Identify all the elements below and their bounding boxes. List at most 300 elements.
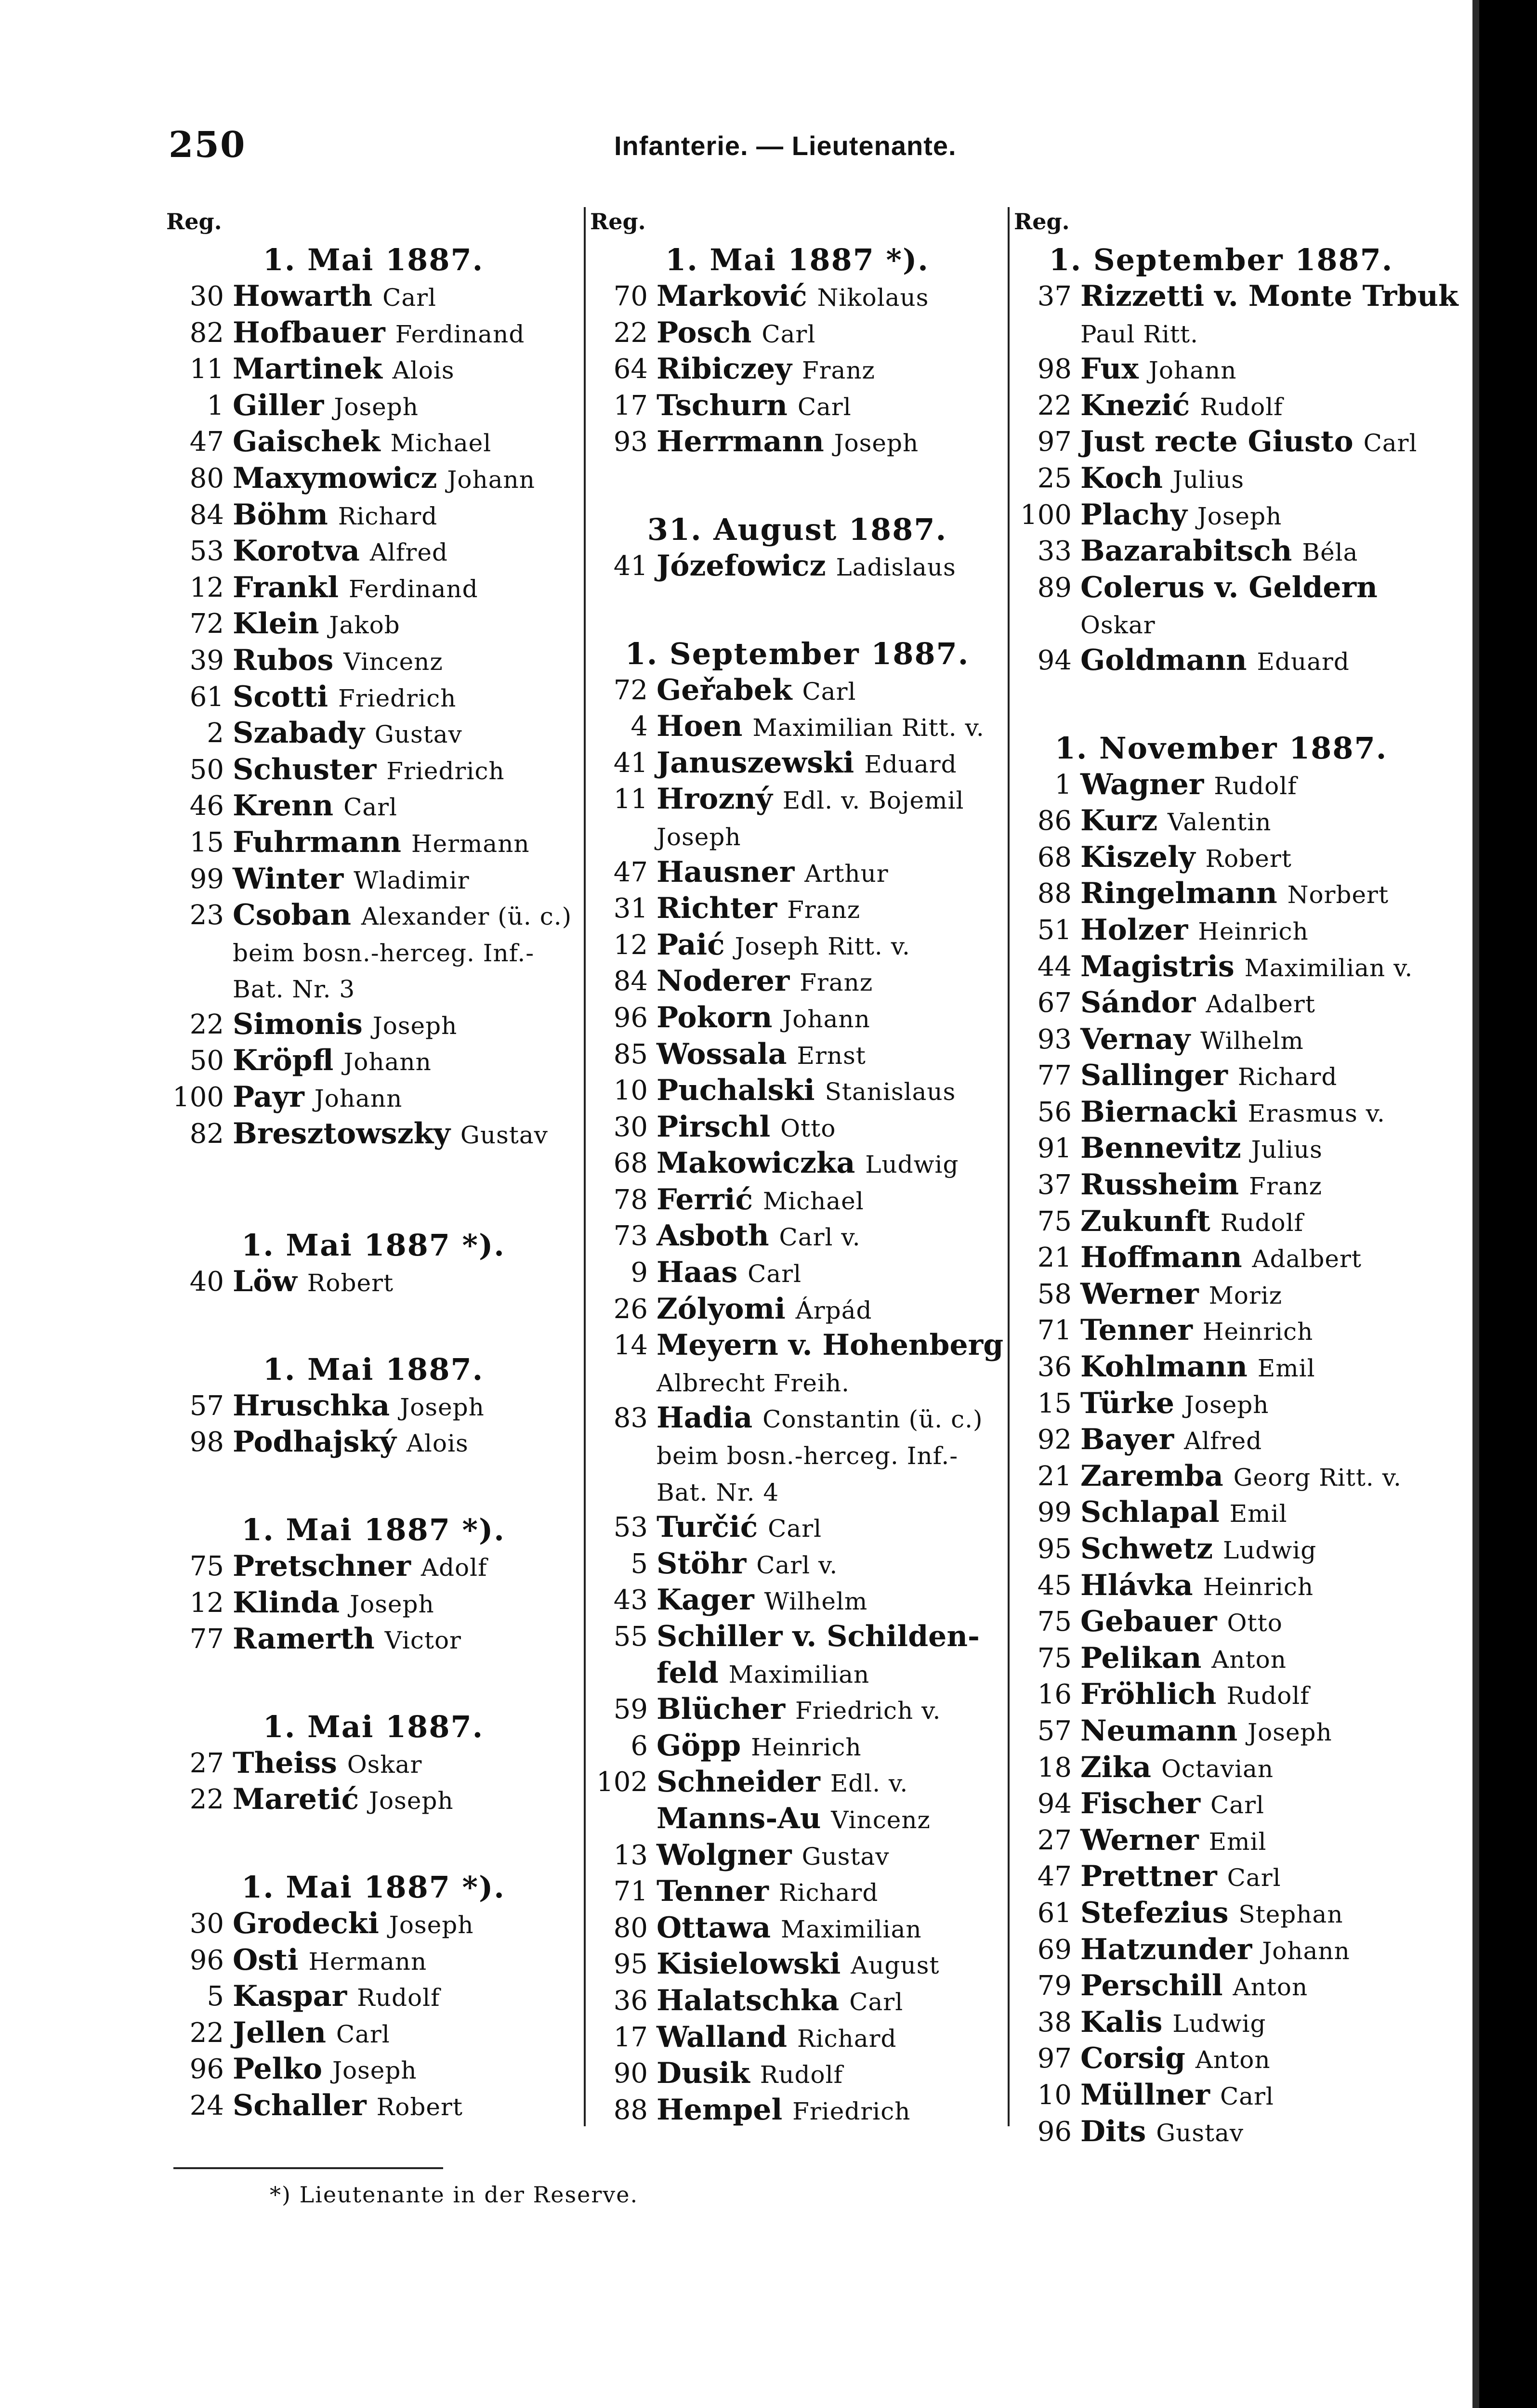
list-item: [166, 1585, 580, 1622]
surname: Osti: [233, 1943, 299, 1977]
list-item: [1014, 1822, 1428, 1859]
section-date-heading: 31. August 1887.: [647, 511, 947, 547]
list-item: [1014, 1713, 1428, 1750]
list-item: [590, 1437, 1004, 1473]
officer-name: [1080, 1349, 1315, 1386]
regiment-number: 57: [189, 1390, 224, 1422]
officer-name: [1080, 1750, 1274, 1786]
given-name: Bat. Nr. 3: [233, 975, 355, 1004]
surname: Pirschl: [657, 1110, 771, 1144]
list-item: [590, 424, 1004, 460]
running-head: Infanterie. — Lieutenante.: [614, 131, 957, 161]
surname: Asboth: [657, 1219, 769, 1253]
given-name: Carl: [768, 1515, 822, 1543]
regiment-number: 1: [1054, 769, 1072, 800]
officer-name: [233, 351, 455, 388]
given-name: Bat. Nr. 4: [657, 1478, 779, 1506]
regiment-number: 37: [1037, 281, 1072, 312]
regiment-number: 11: [613, 784, 648, 815]
surname: Fischer: [1080, 1787, 1201, 1821]
officer-name: [233, 752, 505, 788]
officer-name: [657, 1473, 779, 1510]
officer-name: [657, 1546, 838, 1583]
section-date-heading: 1. September 1887.: [625, 636, 970, 671]
surname: Kaspar: [233, 1979, 347, 2014]
officer-name: [233, 934, 534, 970]
given-name: Carl: [1220, 2082, 1274, 2110]
surname: Makowiczka: [657, 1146, 855, 1180]
given-name: Carl v.: [756, 1551, 838, 1579]
regiment-number: 5: [631, 1548, 648, 1580]
given-name: Julius: [1172, 465, 1244, 494]
given-name: Maximilian: [728, 1660, 870, 1688]
given-name: Michael: [390, 429, 492, 458]
regiment-number: 73: [613, 1220, 648, 1252]
surname: Sándor: [1080, 986, 1196, 1020]
given-name: beim bosn.-herceg. Inf.-: [233, 939, 535, 967]
surname: Puchalski: [657, 1073, 815, 1108]
officer-name: [233, 824, 530, 861]
surname: Russheim: [1080, 1168, 1239, 1202]
surname: Manns-Au: [657, 1801, 821, 1835]
officer-name: [1080, 1058, 1337, 1094]
column-1: [166, 207, 580, 2124]
given-name: Wladimir: [354, 866, 470, 894]
officer-name: [657, 1364, 850, 1400]
regiment-number: 93: [613, 426, 648, 458]
regiment-number: 93: [1037, 1023, 1072, 1055]
officer-name: [1080, 949, 1413, 985]
officer-name: [233, 2088, 463, 2124]
surname: Kalis: [1080, 2005, 1163, 2039]
officer-name: [233, 715, 462, 752]
regiment-number: 72: [189, 608, 224, 640]
officer-name: [1080, 533, 1358, 570]
regiment-number: 89: [1037, 572, 1072, 603]
surname: Hempel: [657, 2093, 783, 2127]
officer-name: [1080, 1240, 1362, 1276]
officer-name: [1080, 497, 1282, 534]
officer-name: [657, 1801, 931, 1837]
footnote: *) Lieutenante in der Reserve.: [270, 2182, 639, 2208]
list-item: [1014, 1604, 1428, 1640]
given-name: Georg Ritt. v.: [1233, 1463, 1402, 1492]
given-name: Ernst: [797, 1041, 866, 1070]
list-item: [166, 278, 580, 315]
regiment-number: 75: [1037, 1606, 1072, 1638]
list-item: [590, 745, 1004, 782]
list-item: [590, 351, 1004, 388]
officer-name: [1080, 2041, 1271, 2077]
officer-name: [657, 672, 856, 709]
officer-name: [1080, 1604, 1283, 1640]
surname: Paić: [657, 928, 725, 962]
officer-name: [657, 781, 964, 818]
surname: Zika: [1080, 1750, 1152, 1784]
given-name: Maximilian Ritt. v.: [752, 714, 985, 742]
officer-name: [233, 1978, 440, 2015]
surname: Schwetz: [1080, 1532, 1213, 1566]
regiment-number: 100: [172, 1082, 224, 1113]
list-item: [166, 315, 580, 352]
list-item: [166, 642, 580, 679]
surname: Schlapal: [1080, 1495, 1220, 1530]
officer-name: [233, 970, 355, 1007]
list-item: [590, 1582, 1004, 1619]
officer-name: [657, 854, 889, 891]
officer-name: [657, 2092, 910, 2129]
reg-column-label: Reg.: [590, 209, 646, 235]
surname: Frankl: [233, 570, 339, 604]
surname: Dits: [1080, 2114, 1146, 2148]
officer-name: [1080, 1713, 1332, 1750]
regiment-number: 17: [613, 390, 648, 421]
officer-name: [233, 460, 535, 497]
surname: Kisielowski: [657, 1947, 841, 1981]
section-spacer: [166, 1300, 580, 1348]
given-name: Anton: [1195, 2046, 1271, 2074]
section-spacer: [166, 1152, 580, 1224]
surname: Howarth: [233, 279, 373, 313]
regiment-number: 102: [596, 1767, 648, 1798]
given-name: Franz: [800, 968, 873, 997]
officer-name: [657, 548, 956, 585]
given-name: Alexander (ü. c.): [361, 903, 572, 931]
surname: Maxymowicz: [233, 461, 437, 495]
regiment-number: 75: [189, 1551, 224, 1583]
regiment-number: 12: [613, 929, 648, 961]
regiment-number: [590, 1473, 657, 1510]
given-name: Carl v.: [779, 1223, 861, 1252]
given-name: Vincenz: [343, 647, 443, 676]
given-name: Eduard: [1257, 647, 1350, 676]
officer-name: [657, 1582, 867, 1619]
regiment-number: 47: [613, 856, 648, 888]
regiment-number: 37: [1037, 1169, 1072, 1201]
surname: Kiszely: [1080, 840, 1195, 874]
list-item: [1014, 1568, 1428, 1604]
given-name: Paul Ritt.: [1080, 320, 1199, 348]
officer-name: [1080, 1494, 1287, 1531]
given-name: Carl: [343, 793, 398, 822]
section-date-heading: 1. November 1887.: [1054, 730, 1388, 766]
list-item: [590, 781, 1004, 818]
surname: Józefowicz: [657, 549, 826, 583]
regiment-number: 39: [189, 644, 224, 676]
given-name: Hermann: [411, 829, 530, 858]
given-name: Otto: [780, 1114, 836, 1142]
list-item: [1014, 876, 1428, 912]
regiment-number: 21: [1037, 1242, 1072, 1274]
list-item: [590, 1145, 1004, 1182]
officer-name: [1080, 570, 1378, 606]
officer-name: [1080, 1568, 1314, 1604]
given-name: Joseph: [834, 429, 919, 458]
surname: Geřabek: [657, 673, 792, 707]
given-name: Rudolf: [760, 2061, 843, 2089]
given-name: Friedrich: [338, 684, 457, 712]
given-name: Johann: [314, 1085, 403, 1113]
officer-name: [233, 1548, 487, 1585]
list-item: [590, 1764, 1004, 1801]
regiment-number: 72: [613, 674, 648, 706]
regiment-number: 27: [189, 1747, 224, 1779]
officer-name: [657, 1728, 862, 1765]
surname: Bayer: [1080, 1423, 1174, 1457]
section-date-heading: 1. Mai 1887 *).: [665, 242, 929, 277]
list-item: [166, 606, 580, 642]
given-name: Norbert: [1287, 881, 1389, 909]
given-name: Edl. v. Bojemil: [782, 786, 964, 815]
list-item: [590, 1728, 1004, 1765]
surname: Ottawa: [657, 1911, 771, 1945]
list-item: [590, 927, 1004, 964]
surname: Blücher: [657, 1692, 786, 1727]
regiment-number: 18: [1037, 1752, 1072, 1783]
given-name: Carl: [1227, 1864, 1281, 1892]
given-name: Richard: [338, 502, 438, 530]
given-name: Heinrich: [1202, 1318, 1314, 1346]
regiment-number: 59: [613, 1694, 648, 1726]
officer-name: [657, 388, 852, 424]
officer-name: [1080, 315, 1198, 352]
given-name: Carl: [748, 1260, 802, 1288]
regiment-number: 11: [189, 353, 224, 385]
surname: Wagner: [1080, 767, 1204, 801]
list-item: [1014, 839, 1428, 876]
regiment-number: 88: [1037, 878, 1072, 910]
officer-name: [1080, 876, 1389, 912]
list-item: [1014, 424, 1428, 460]
surname: Wossala: [657, 1037, 787, 1071]
regiment-number: 96: [613, 1002, 648, 1034]
regiment-number: [590, 1655, 657, 1692]
given-name: Adolf: [420, 1554, 487, 1582]
reg-column-label: Reg.: [1014, 209, 1070, 235]
list-item: [1014, 278, 1458, 315]
regiment-number: 84: [613, 966, 648, 997]
regiment-number: 99: [1037, 1497, 1072, 1529]
list-item: [590, 1473, 1004, 1510]
regiment-number: 16: [1037, 1679, 1072, 1711]
surname: Bennevitz: [1080, 1131, 1241, 1165]
regiment-number: 4: [631, 711, 648, 743]
given-name: Joseph: [1184, 1390, 1269, 1419]
officer-name: [233, 388, 419, 424]
officer-name: [1080, 1204, 1303, 1240]
officer-name: [233, 861, 470, 898]
given-name: Rudolf: [1226, 1682, 1310, 1710]
list-item: [590, 1255, 1004, 1291]
given-name: Ludwig: [865, 1151, 959, 1179]
surname: Stefezius: [1080, 1896, 1229, 1930]
given-name: beim bosn.-herceg. Inf.-: [657, 1442, 959, 1470]
surname: Perschill: [1080, 1969, 1223, 2003]
surname: Schneider: [657, 1765, 820, 1799]
officer-name: [233, 570, 478, 606]
regiment-number: 46: [189, 790, 224, 822]
list-item: [166, 1079, 580, 1116]
regiment-number: 70: [613, 281, 648, 312]
list-item: [166, 2015, 580, 2052]
regiment-number: 10: [1037, 2079, 1072, 2111]
given-name: Oskar: [1080, 611, 1156, 640]
officer-name: [657, 890, 860, 927]
given-name: Gustav: [374, 720, 462, 749]
given-name: Alfred: [1184, 1427, 1262, 1455]
page-edge-shadow: [1472, 0, 1479, 2408]
officer-name: [233, 788, 397, 824]
officer-name: [233, 315, 525, 352]
list-item: [1014, 1786, 1428, 1822]
regiment-number: 95: [613, 1949, 648, 1980]
officer-name: [657, 1655, 869, 1692]
list-item: [1014, 1932, 1428, 1968]
officer-name: [657, 1837, 890, 1874]
section-spacer: [590, 460, 1004, 509]
given-name: Wilhelm: [1200, 1026, 1304, 1055]
regiment-number: 47: [1037, 1861, 1072, 1893]
list-item: [1014, 1750, 1428, 1786]
surname: Januszewski: [657, 746, 854, 780]
officer-name: [657, 1910, 922, 1947]
surname: Pelko: [233, 2052, 323, 2086]
surname: Gebauer: [1080, 1605, 1217, 1639]
regiment-number: 96: [189, 1944, 224, 1976]
given-name: Adalbert: [1252, 1245, 1362, 1273]
regiment-number: [166, 934, 233, 970]
officer-name: [657, 2019, 897, 2056]
regiment-number: 92: [1037, 1424, 1072, 1456]
list-item: [166, 788, 580, 824]
surname: Csoban: [233, 898, 352, 932]
list-item: [590, 1873, 1004, 1910]
list-item: [1014, 1021, 1428, 1058]
given-name: Johann: [782, 1005, 870, 1033]
officer-name: [657, 708, 985, 745]
given-name: Moriz: [1209, 1281, 1283, 1309]
officer-name: [1080, 388, 1283, 424]
given-name: Joseph Ritt. v.: [735, 932, 910, 960]
regiment-number: 22: [1037, 390, 1072, 421]
given-name: Hermann: [308, 1947, 427, 1976]
given-name: Carl: [762, 320, 816, 348]
regiment-number: 10: [613, 1075, 648, 1107]
given-name: Victor: [384, 1626, 461, 1655]
regiment-number: 22: [613, 317, 648, 349]
surname: Schaller: [233, 2088, 367, 2122]
regiment-number: 38: [1037, 2006, 1072, 2038]
surname: Rubos: [233, 643, 334, 677]
given-name: Octavian: [1161, 1754, 1274, 1783]
officer-name: [233, 1781, 454, 1818]
surname: Tenner: [657, 1874, 769, 1909]
list-item: [166, 533, 580, 570]
officer-name: [657, 1691, 941, 1728]
regiment-number: [166, 970, 233, 1007]
regiment-number: 77: [1037, 1060, 1072, 1092]
regiment-number: 84: [189, 499, 224, 531]
list-item: [590, 1000, 1004, 1036]
given-name: Julius: [1251, 1136, 1323, 1164]
regiment-number: 98: [189, 1426, 224, 1458]
given-name: Ferdinand: [395, 320, 525, 348]
list-item: [590, 1400, 1004, 1437]
list-item: [1014, 912, 1428, 949]
list-item: [166, 2051, 580, 2088]
officer-name: [1080, 606, 1156, 642]
list-item: [1014, 1094, 1428, 1131]
surname: Ferrić: [657, 1182, 753, 1217]
surname: Hoffmann: [1080, 1241, 1242, 1275]
regiment-number: [590, 1437, 657, 1473]
regiment-number: 71: [613, 1876, 648, 1908]
officer-name: [233, 1264, 394, 1300]
surname: Plachy: [1080, 497, 1187, 532]
officer-name: [657, 1109, 836, 1146]
surname: Richter: [657, 891, 777, 926]
list-item: [590, 388, 1004, 424]
surname: Martinek: [233, 352, 382, 386]
regiment-number: 78: [613, 1184, 648, 1216]
officer-name: [1080, 839, 1292, 876]
officer-name: [233, 679, 456, 716]
section-date-heading: 1. Mai 1887 *).: [241, 1512, 505, 1548]
regiment-number: 58: [1037, 1278, 1072, 1310]
officer-name: [1080, 1822, 1266, 1859]
given-name: Eduard: [864, 750, 957, 778]
officer-name: [657, 745, 957, 782]
list-item: [1014, 1130, 1428, 1167]
given-name: Wilhelm: [764, 1587, 868, 1616]
surname: Müllner: [1080, 2078, 1210, 2112]
officer-name: [657, 1437, 958, 1473]
surname: Payr: [233, 1080, 304, 1114]
list-item: [1014, 497, 1428, 534]
surname: Walland: [657, 2020, 788, 2054]
list-item: [590, 1655, 1004, 1692]
surname: Tenner: [1080, 1313, 1193, 1348]
given-name: Carl: [382, 284, 437, 312]
given-name: Joseph: [369, 1787, 454, 1815]
officer-name: [1080, 1167, 1322, 1204]
given-name: Emil: [1209, 1827, 1267, 1856]
regiment-number: [590, 1364, 657, 1400]
regiment-number: 55: [613, 1621, 648, 1652]
surname: Halatschka: [657, 1983, 840, 2017]
list-item: [1014, 985, 1428, 1021]
regiment-number: 44: [1037, 951, 1072, 982]
surname: Tschurn: [657, 388, 788, 422]
list-item: [1014, 1858, 1428, 1895]
list-item: [1014, 1240, 1428, 1276]
regiment-number: 50: [189, 1045, 224, 1077]
given-name: Emil: [1257, 1354, 1315, 1383]
officer-name: [657, 1509, 822, 1546]
officer-name: [657, 963, 873, 1000]
list-item: [1014, 1968, 1428, 2004]
list-item: [166, 1781, 580, 1818]
list-item: [1014, 606, 1428, 642]
surname: Corsig: [1080, 2042, 1185, 2076]
regiment-number: 51: [1037, 914, 1072, 946]
regiment-number: 53: [189, 536, 224, 567]
surname: Scotti: [233, 680, 328, 714]
officer-name: [657, 1873, 878, 1910]
list-item: [166, 2088, 580, 2124]
officer-name: [233, 1043, 432, 1079]
list-item: [590, 1546, 1004, 1583]
